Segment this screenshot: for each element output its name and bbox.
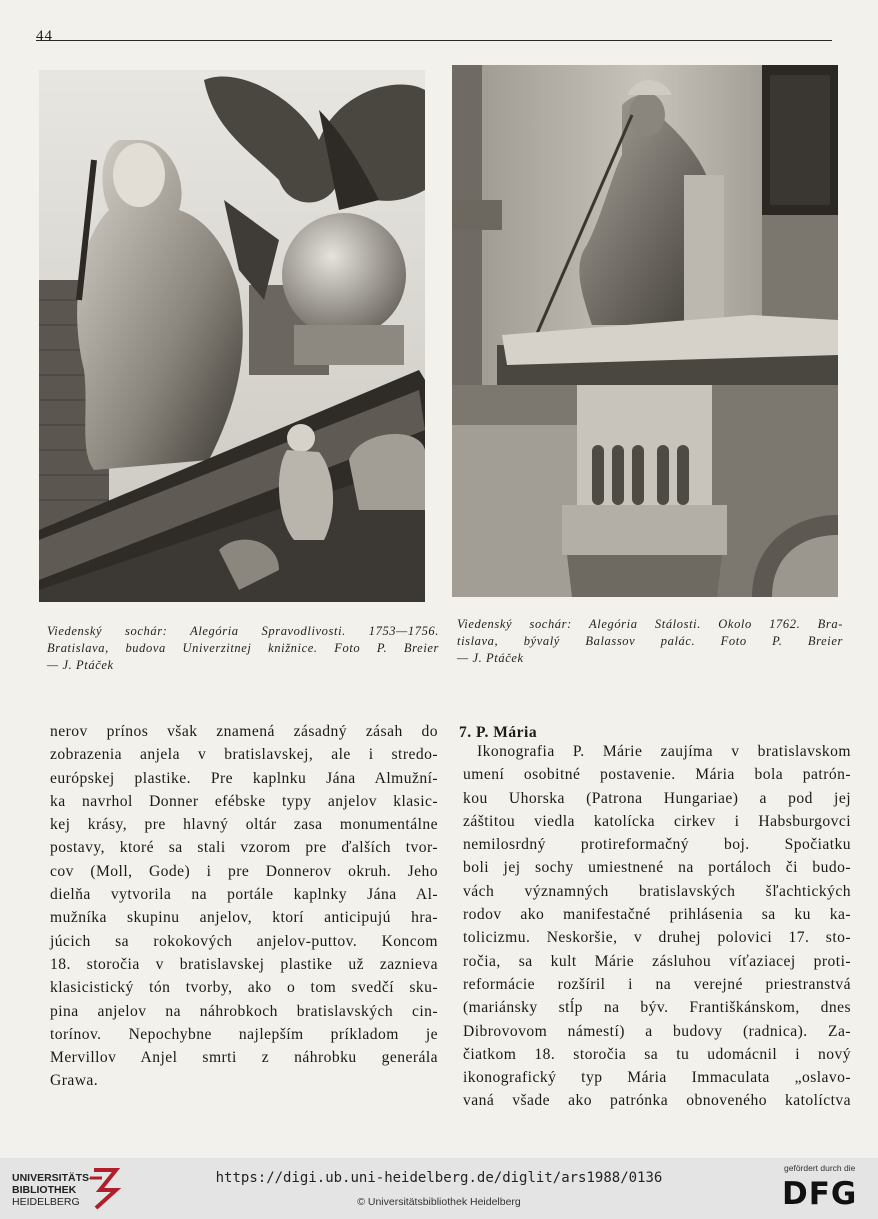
caption-line: tislava, bývalý Balassov palác. Foto P. Breier [457,634,843,648]
text-line: kej krásy, pre hlavný oltár zasa monumentálne [50,816,438,834]
library-name-line: BIBLIOTHEK [12,1184,77,1196]
page-number: 44 [36,28,53,44]
text-line: nemilosrdný protireformačný boj. Spočiatku [463,836,851,854]
caption-line: — J. Ptáček [47,658,114,672]
text-line: Dibrovovom námestí) a budovy (radnica). Za- [463,1022,851,1040]
text-line: (mariánsky stĺp na býv. Františkánskom, dnes [463,999,851,1017]
text-line: zobrazenia anjela v bratislavskej, ale i stredo- [50,746,438,764]
text-line: čiatkom 18. storočia sa tu udomácnil i nový [463,1045,851,1063]
permalink-url[interactable]: https://digi.ub.uni-heidelberg.de/diglit/ars1988/0136 [215,1170,663,1186]
text-line: vách významných bratislavských šľachtických [463,882,851,900]
left-photo-caption [47,623,439,674]
section-heading: 7. P. Mária [459,724,538,741]
library-name-line: HEIDELBERG [12,1196,80,1208]
right-text-column [463,740,851,1113]
text-line: rodov ako manifestačné prihlásenia sa ku ka- [463,906,851,924]
caption-line: Viedenský sochár: Alegória Stálosti. Okolo 1762. Bra- [457,617,843,631]
dfg-logo: DFG [782,1176,858,1212]
text-line: záštitou viedla katolícka cirkev i Habsburgovci [463,812,851,830]
allegory-justice-photo [39,70,425,602]
text-line: boli jej sochy umiestnené na portáloch či budo- [463,859,851,877]
text-line: pina anjelov na náhrobkoch bratislavských cin- [50,1002,438,1020]
text-line: tolicizmu. Neskoršie, v druhej polovici 17. sto- [463,929,851,947]
text-line: nerov prínos však znamená zásadný zásah do [50,723,438,740]
text-line: umení osobitné postavenie. Mária bola patrón- [463,766,851,784]
text-line: klasicistický tón tvorby, ako o tom svedčí sku- [50,979,438,997]
text-line: reformácie rozšíril i na verejné priestranstvá [463,975,851,993]
text-line: ikonografický typ Mária Immaculata „oslavo- [463,1069,851,1087]
library-name-line: UNIVERSITÄTS- [12,1172,93,1184]
text-line: cov (Moll, Gode) i pre Donnerov okruh. Jeho [50,862,438,880]
text-line: vaná všade ako patrónka obnoveného katolíctva [463,1092,851,1110]
text-line: Ikonografia P. Márie zaujíma v bratislavskom [477,743,851,760]
text-line: 18. storočia v bratislavskej plastike už zaznieva [50,955,438,973]
caption-line: Bratislava, budova Univerzitnej knižnice. Foto P. Breier [47,641,439,655]
text-line: ročia, sa kult Márie zásluhou víťaziacej proti- [463,952,851,970]
text-line: Mervillov Anjel smrti z náhrobku generála [50,1049,438,1067]
text-line: torínov. Nepochybne najlepším príkladom je [50,1025,438,1043]
text-line: kou Uhorska (Patrona Hungariae) a pod jej [463,789,851,807]
copyright-notice: © Universitätsbibliothek Heidelberg [357,1196,521,1208]
text-line: dielňa vytvorila na portále kaplnky Jána Al- [50,886,438,904]
text-line: Grawa. [50,1072,99,1090]
text-line: ka navrhol Donner efébske typy anjelov klasic- [50,792,438,810]
text-line: európskej plastike. Pre kaplnku Jána Almužní- [50,769,438,787]
header-rule [36,40,832,41]
footer-bar [0,1158,878,1219]
funder-note: gefördert durch die [784,1163,856,1173]
caption-line: — J. Ptáček [457,651,524,665]
text-line: mužníka skupinu anjelov, ktorí anticipujú hra- [50,909,438,927]
right-photo-caption [457,616,843,667]
allegory-constancy-photo [452,65,838,597]
text-line: postavy, ktoré sa stali vzorom pre ďalších tvor- [50,839,438,857]
left-text-column [50,720,438,1093]
text-line: júcich sa rokokových anjelov-puttov. Koncom [50,932,438,950]
caption-line: Viedenský sochár: Alegória Spravodlivosti. 1753—1756. [47,624,439,638]
